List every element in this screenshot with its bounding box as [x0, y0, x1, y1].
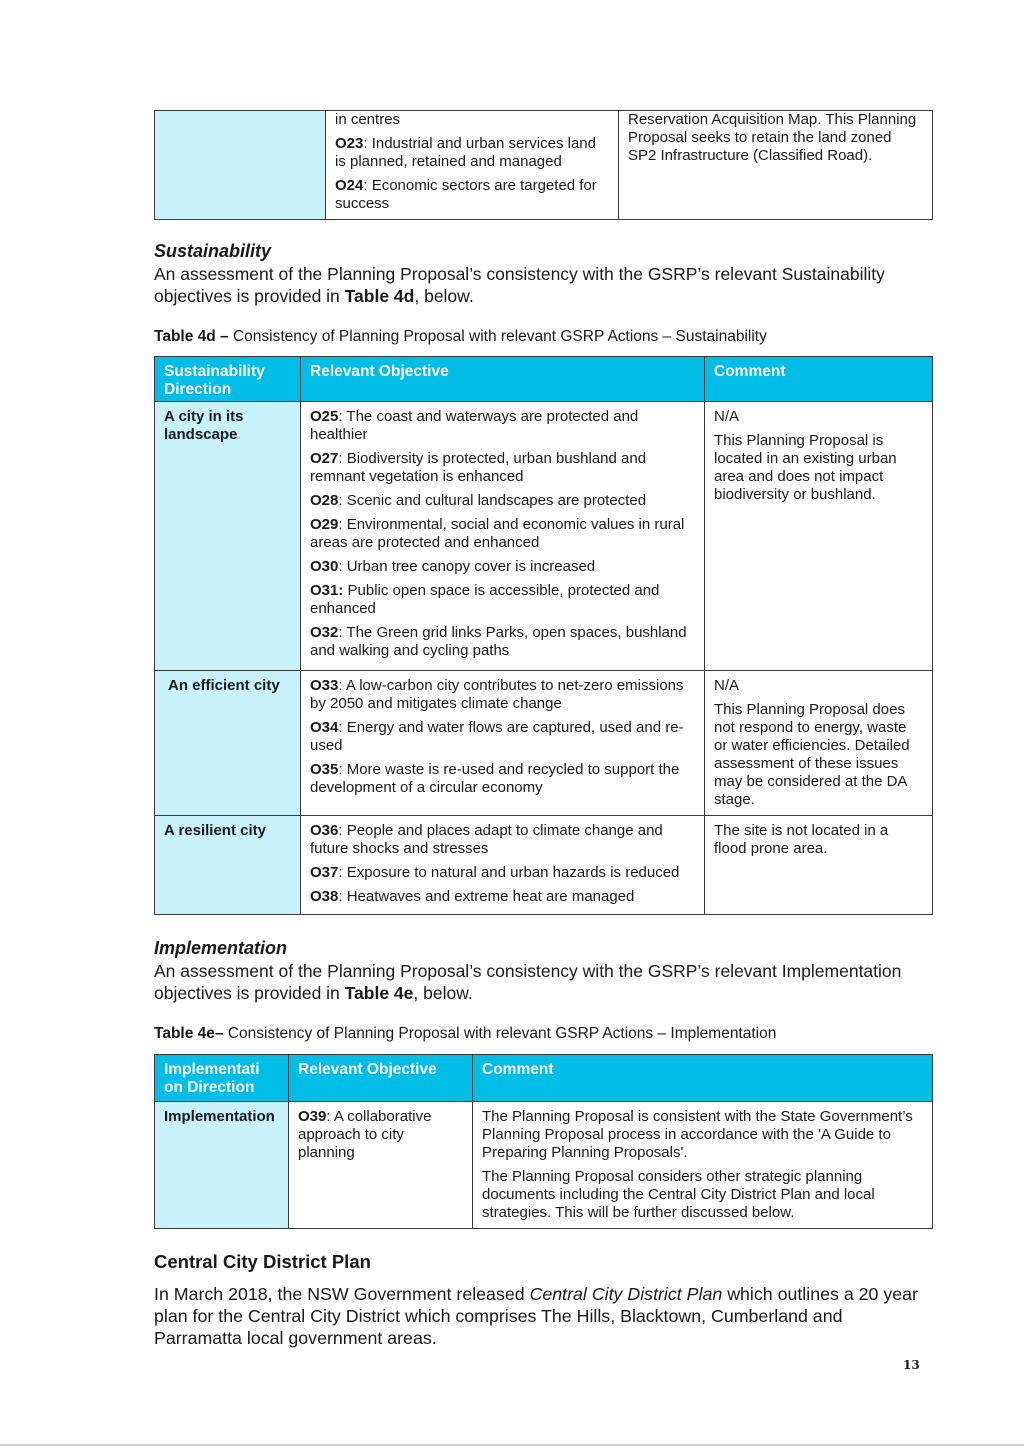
table-row: [155, 816, 933, 915]
direction-cell: A resilient city: [155, 816, 301, 915]
objective-cell: [301, 671, 705, 816]
objective-item: O27: Biodiversity is protected, urban bushland and remnant vegetation is enhanced: [310, 450, 647, 485]
objective-cell: [301, 402, 705, 671]
direction-cell: Implementation: [155, 1102, 289, 1229]
objective-item: O25: The coast and waterways are protected and healthier: [310, 408, 639, 443]
column-header: Relevant Objective: [289, 1055, 473, 1102]
table-row: [155, 671, 933, 816]
objective-item: O29: Environmental, social and economic values in rural areas are protected and enhanced: [310, 516, 685, 551]
objective-item: in centres: [335, 111, 401, 128]
continuation-table: [154, 110, 933, 220]
objective-item: O37: Exposure to natural and urban hazards is reduced: [310, 864, 680, 881]
comment-text: N/A: [714, 408, 740, 425]
table-4d: [154, 356, 933, 915]
comment-text: The site is not located in a flood prone area.: [714, 822, 889, 857]
page-divider: [0, 1444, 1024, 1446]
sustainability-intro: An assessment of the Planning Proposal’s consistency with the GSRP’s relevant Sustainability objectives is provided in Table 4d, below.: [154, 264, 885, 306]
comment-cell: [473, 1102, 933, 1229]
table-header-row: [155, 1055, 933, 1102]
objective-item: O39: A collaborative approach to city planning: [298, 1108, 432, 1161]
page-number: 13: [903, 1358, 920, 1372]
district-plan-heading: Central City District Plan: [154, 1251, 371, 1272]
objective-item: O34: Energy and water flows are captured, used and re-used: [310, 719, 684, 754]
objective-item: O24: Economic sectors are targeted for success: [335, 177, 597, 212]
table-row: [155, 1102, 933, 1229]
column-header: Comment: [705, 357, 933, 402]
column-header: Implementati on Direction: [155, 1055, 289, 1102]
direction-cell: A city in its landscape: [155, 402, 301, 671]
objective-cell: [301, 816, 705, 915]
table-4d-caption: Table 4d – Consistency of Planning Proposal with relevant GSRP Actions – Sustainability: [154, 328, 767, 345]
district-plan-paragraph: In March 2018, the NSW Government released Central City District Plan which outlines a 20 year plan for the Central City District which comprises The Hills, Blacktown, Cumberland and Parramatta local government areas.: [154, 1284, 918, 1348]
objective-item: O36: People and places adapt to climate change and future shocks and stresses: [310, 822, 663, 857]
table-row: [155, 111, 933, 220]
objective-item: O33: A low-carbon city contributes to net-zero emissions by 2050 and mitigates climate change: [310, 677, 684, 712]
objective-cell: [326, 111, 619, 220]
comment-cell: [705, 402, 933, 671]
table-4e-caption: Table 4e– Consistency of Planning Proposal with relevant GSRP Actions – Implementation: [154, 1025, 777, 1042]
implementation-intro: An assessment of the Planning Proposal’s consistency with the GSRP’s relevant Implementation objectives is provided in Table 4e, below.: [154, 961, 902, 1003]
objective-item: O31: Public open space is accessible, protected and enhanced: [310, 582, 660, 617]
implementation-heading: Implementation: [154, 938, 288, 958]
sustainability-heading: Sustainability: [154, 241, 272, 261]
comment-cell: Reservation Acquisition Map. This Planning Proposal seeks to retain the land zoned SP2 Infrastructure (Classified Road).: [619, 111, 933, 220]
comment-text: N/A: [714, 677, 740, 694]
comment-text: The Planning Proposal considers other strategic planning documents including the Central City District Plan and local strategies. This will be further discussed below.: [482, 1168, 875, 1221]
column-header: Relevant Objective: [301, 357, 705, 402]
column-header: Sustainability Direction: [155, 357, 301, 402]
table-header-row: [155, 357, 933, 402]
direction-cell: [155, 111, 326, 220]
table-row: [155, 402, 933, 671]
objective-item: O30: Urban tree canopy cover is increased: [310, 558, 596, 575]
objective-cell: [289, 1102, 473, 1229]
comment-text: The Planning Proposal is consistent with the State Government’s Planning Proposal process in accordance with the 'A Guide to Preparing Planning Proposals'.: [482, 1108, 913, 1161]
comment-cell: [705, 671, 933, 816]
objective-item: O32: The Green grid links Parks, open spaces, bushland and walking and cycling paths: [310, 624, 687, 659]
objective-item: O28: Scenic and cultural landscapes are protected: [310, 492, 647, 509]
comment-text: This Planning Proposal is located in an existing urban area and does not impact biodiversity or bushland.: [714, 432, 897, 503]
objective-item: O35: More waste is re-used and recycled to support the development of a circular economy: [310, 761, 680, 796]
objective-item: O23: Industrial and urban services land is planned, retained and managed: [335, 135, 596, 170]
column-header: Comment: [473, 1055, 933, 1102]
direction-cell: An efficient city: [155, 671, 301, 816]
objective-item: O38: Heatwaves and extreme heat are managed: [310, 888, 635, 905]
table-4e: [154, 1054, 933, 1229]
comment-cell: [705, 816, 933, 915]
comment-text: This Planning Proposal does not respond to energy, waste or water efficiencies. Detailed assessment of these issues may be considered at the DA stage.: [714, 701, 910, 808]
